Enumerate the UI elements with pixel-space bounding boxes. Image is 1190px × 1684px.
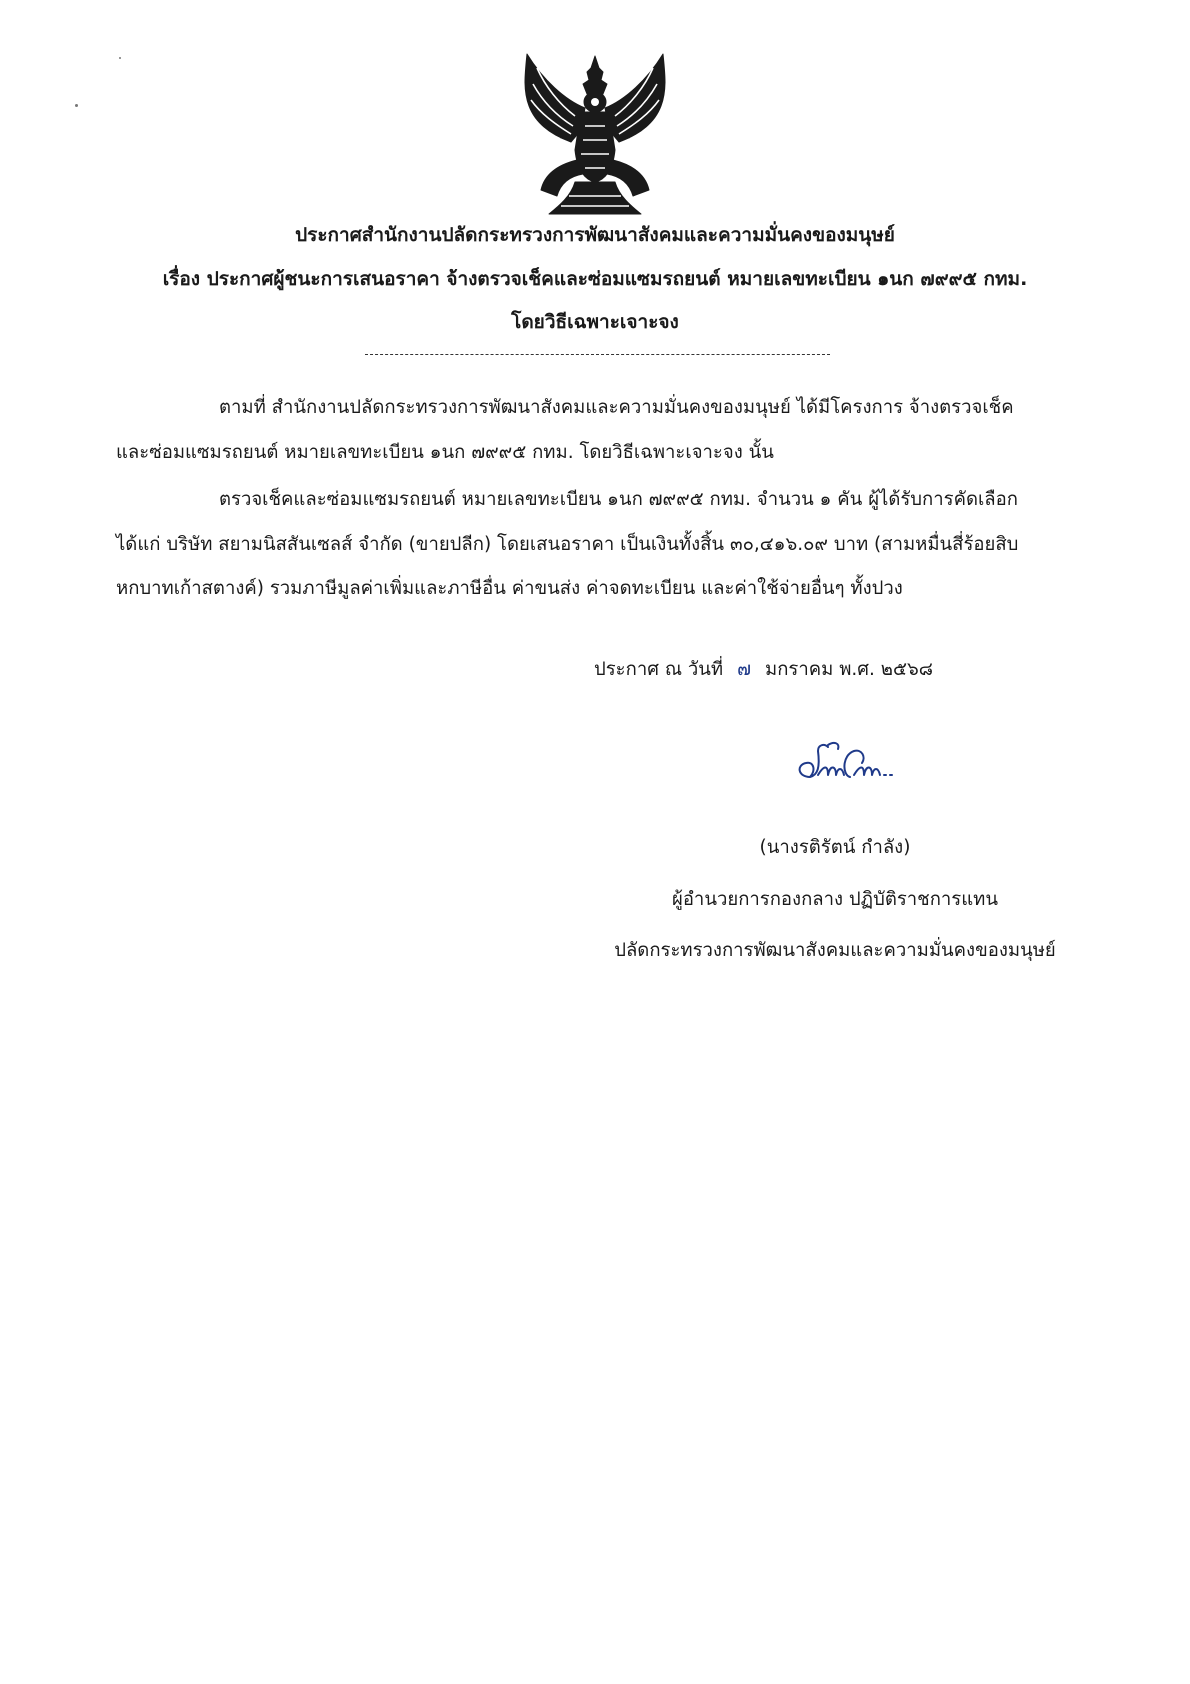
heading-divider <box>365 354 830 355</box>
document-subject: เรื่อง ประกาศผู้ชนะการเสนอราคา จ้างตรวจเช็คและซ่อมแซมรถยนต์ หมายเลขทะเบียน ๑นก ๗๙๙๕ กทม. <box>162 268 1028 290</box>
garuda-emblem-icon <box>515 50 675 220</box>
paragraph-2-line-2: ได้แก่ บริษัท สยามนิสสันเซลส์ จำกัด (ขายปลีก) โดยเสนอราคา เป็นเงินทั้งสิ้น ๓๐,๔๑๖.๐๙ บาท (สามหมื่นสี่ร้อยสิบ <box>116 534 1019 555</box>
date-month-year: มกราคม พ.ศ. ๒๕๖๘ <box>765 659 933 680</box>
paragraph-2-line-1: ตรวจเช็คและซ่อมแซมรถยนต์ หมายเลขทะเบียน ๑นก ๗๙๙๕ กทม. จำนวน ๑ คัน ผู้ได้รับการคัดเลือก <box>219 489 1018 510</box>
signatory-name: (นางรติรัตน์ กำลัง) <box>759 837 911 858</box>
date-prefix: ประกาศ ณ วันที่ <box>594 659 724 680</box>
signatory-position: ผู้อำนวยการกองกลาง ปฏิบัติราชการแทน <box>671 889 999 910</box>
announcement-date <box>594 656 933 684</box>
handwritten-signature <box>788 735 908 795</box>
scan-speck <box>75 104 78 107</box>
date-day: ๗ <box>737 659 752 680</box>
paragraph-2-line-3: หกบาทเก้าสตางค์) รวมภาษีมูลค่าเพิ่มและภาษีอื่น ค่าขนส่ง ค่าจดทะเบียน และค่าใช้จ่ายอื่นๆ ทั้งปวง <box>116 578 903 599</box>
scan-speck <box>119 57 121 59</box>
procurement-method: โดยวิธีเฉพาะเจาะจง <box>511 311 679 333</box>
paragraph-1-line-1: ตามที่ สำนักงานปลัดกระทรวงการพัฒนาสังคมและความมั่นคงของมนุษย์ ได้มีโครงการ จ้างตรวจเช็ค <box>219 397 1014 418</box>
document-title: ประกาศสำนักงานปลัดกระทรวงการพัฒนาสังคมและความมั่นคงของมนุษย์ <box>295 224 895 246</box>
paragraph-1-line-2: และซ่อมแซมรถยนต์ หมายเลขทะเบียน ๑นก ๗๙๙๕ กทม. โดยวิธีเฉพาะเจาะจง นั้น <box>116 442 774 463</box>
signatory-title: ปลัดกระทรวงการพัฒนาสังคมและความมั่นคงของมนุษย์ <box>614 940 1056 961</box>
